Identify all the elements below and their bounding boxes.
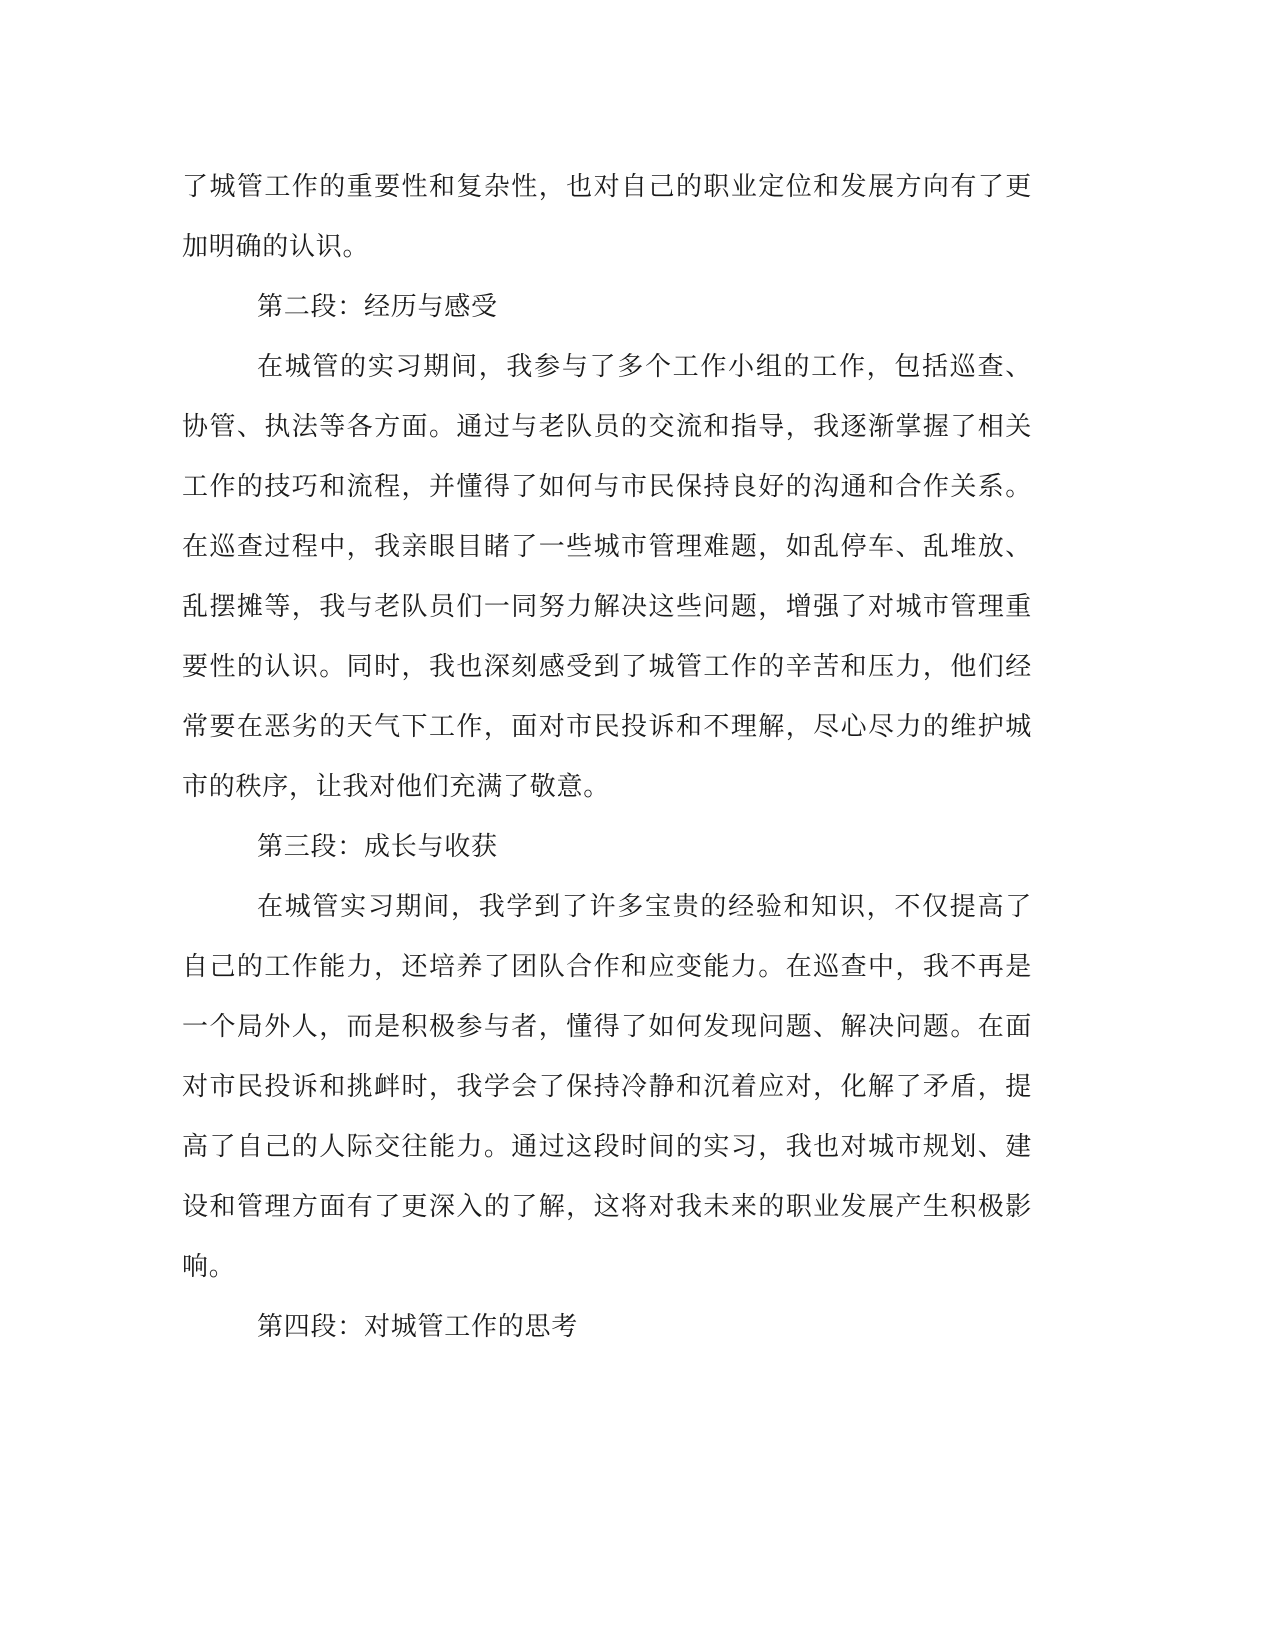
- paragraph-experience: 在城管的实习期间，我参与了多个工作小组的工作，包括巡查、协管、执法等各方面。通过与老队员的交流和指导，我逐渐掌握了相关工作的技巧和流程，并懂得了如何与市民保持良好的沟通和合作关系。在巡查过程中，我亲眼目睹了一些城市管理难题，如乱停车、乱堆放、乱摆摊等，我与老队员们一同努力解决这些问题，增强了对城市管理重要性的认识。同时，我也深刻感受到了城管工作的辛苦和压力，他们经常要在恶劣的天气下工作，面对市民投诉和不理解，尽心尽力的维护城市的秩序，让我对他们充满了敬意。: [182, 352, 1032, 802]
- section-heading-4: 第四段：对城管工作的思考: [257, 1312, 579, 1342]
- section-heading-3: 第三段：成长与收获: [257, 832, 498, 862]
- document-body: [182, 157, 1032, 1357]
- paragraph-growth: 在城管实习期间，我学到了许多宝贵的经验和知识，不仅提高了自己的工作能力，还培养了团队合作和应变能力。在巡查中，我不再是一个局外人，而是积极参与者，懂得了如何发现问题、解决问题。在面对市民投诉和挑衅时，我学会了保持冷静和沉着应对，化解了矛盾，提高了自己的人际交往能力。通过这段时间的实习，我也对城市规划、建设和管理方面有了更深入的了解，这将对我未来的职业发展产生积极影响。: [182, 892, 1032, 1282]
- paragraph-intro-continuation: 了城管工作的重要性和复杂性，也对自己的职业定位和发展方向有了更加明确的认识。: [182, 172, 1032, 262]
- section-heading-2: 第二段：经历与感受: [257, 292, 498, 322]
